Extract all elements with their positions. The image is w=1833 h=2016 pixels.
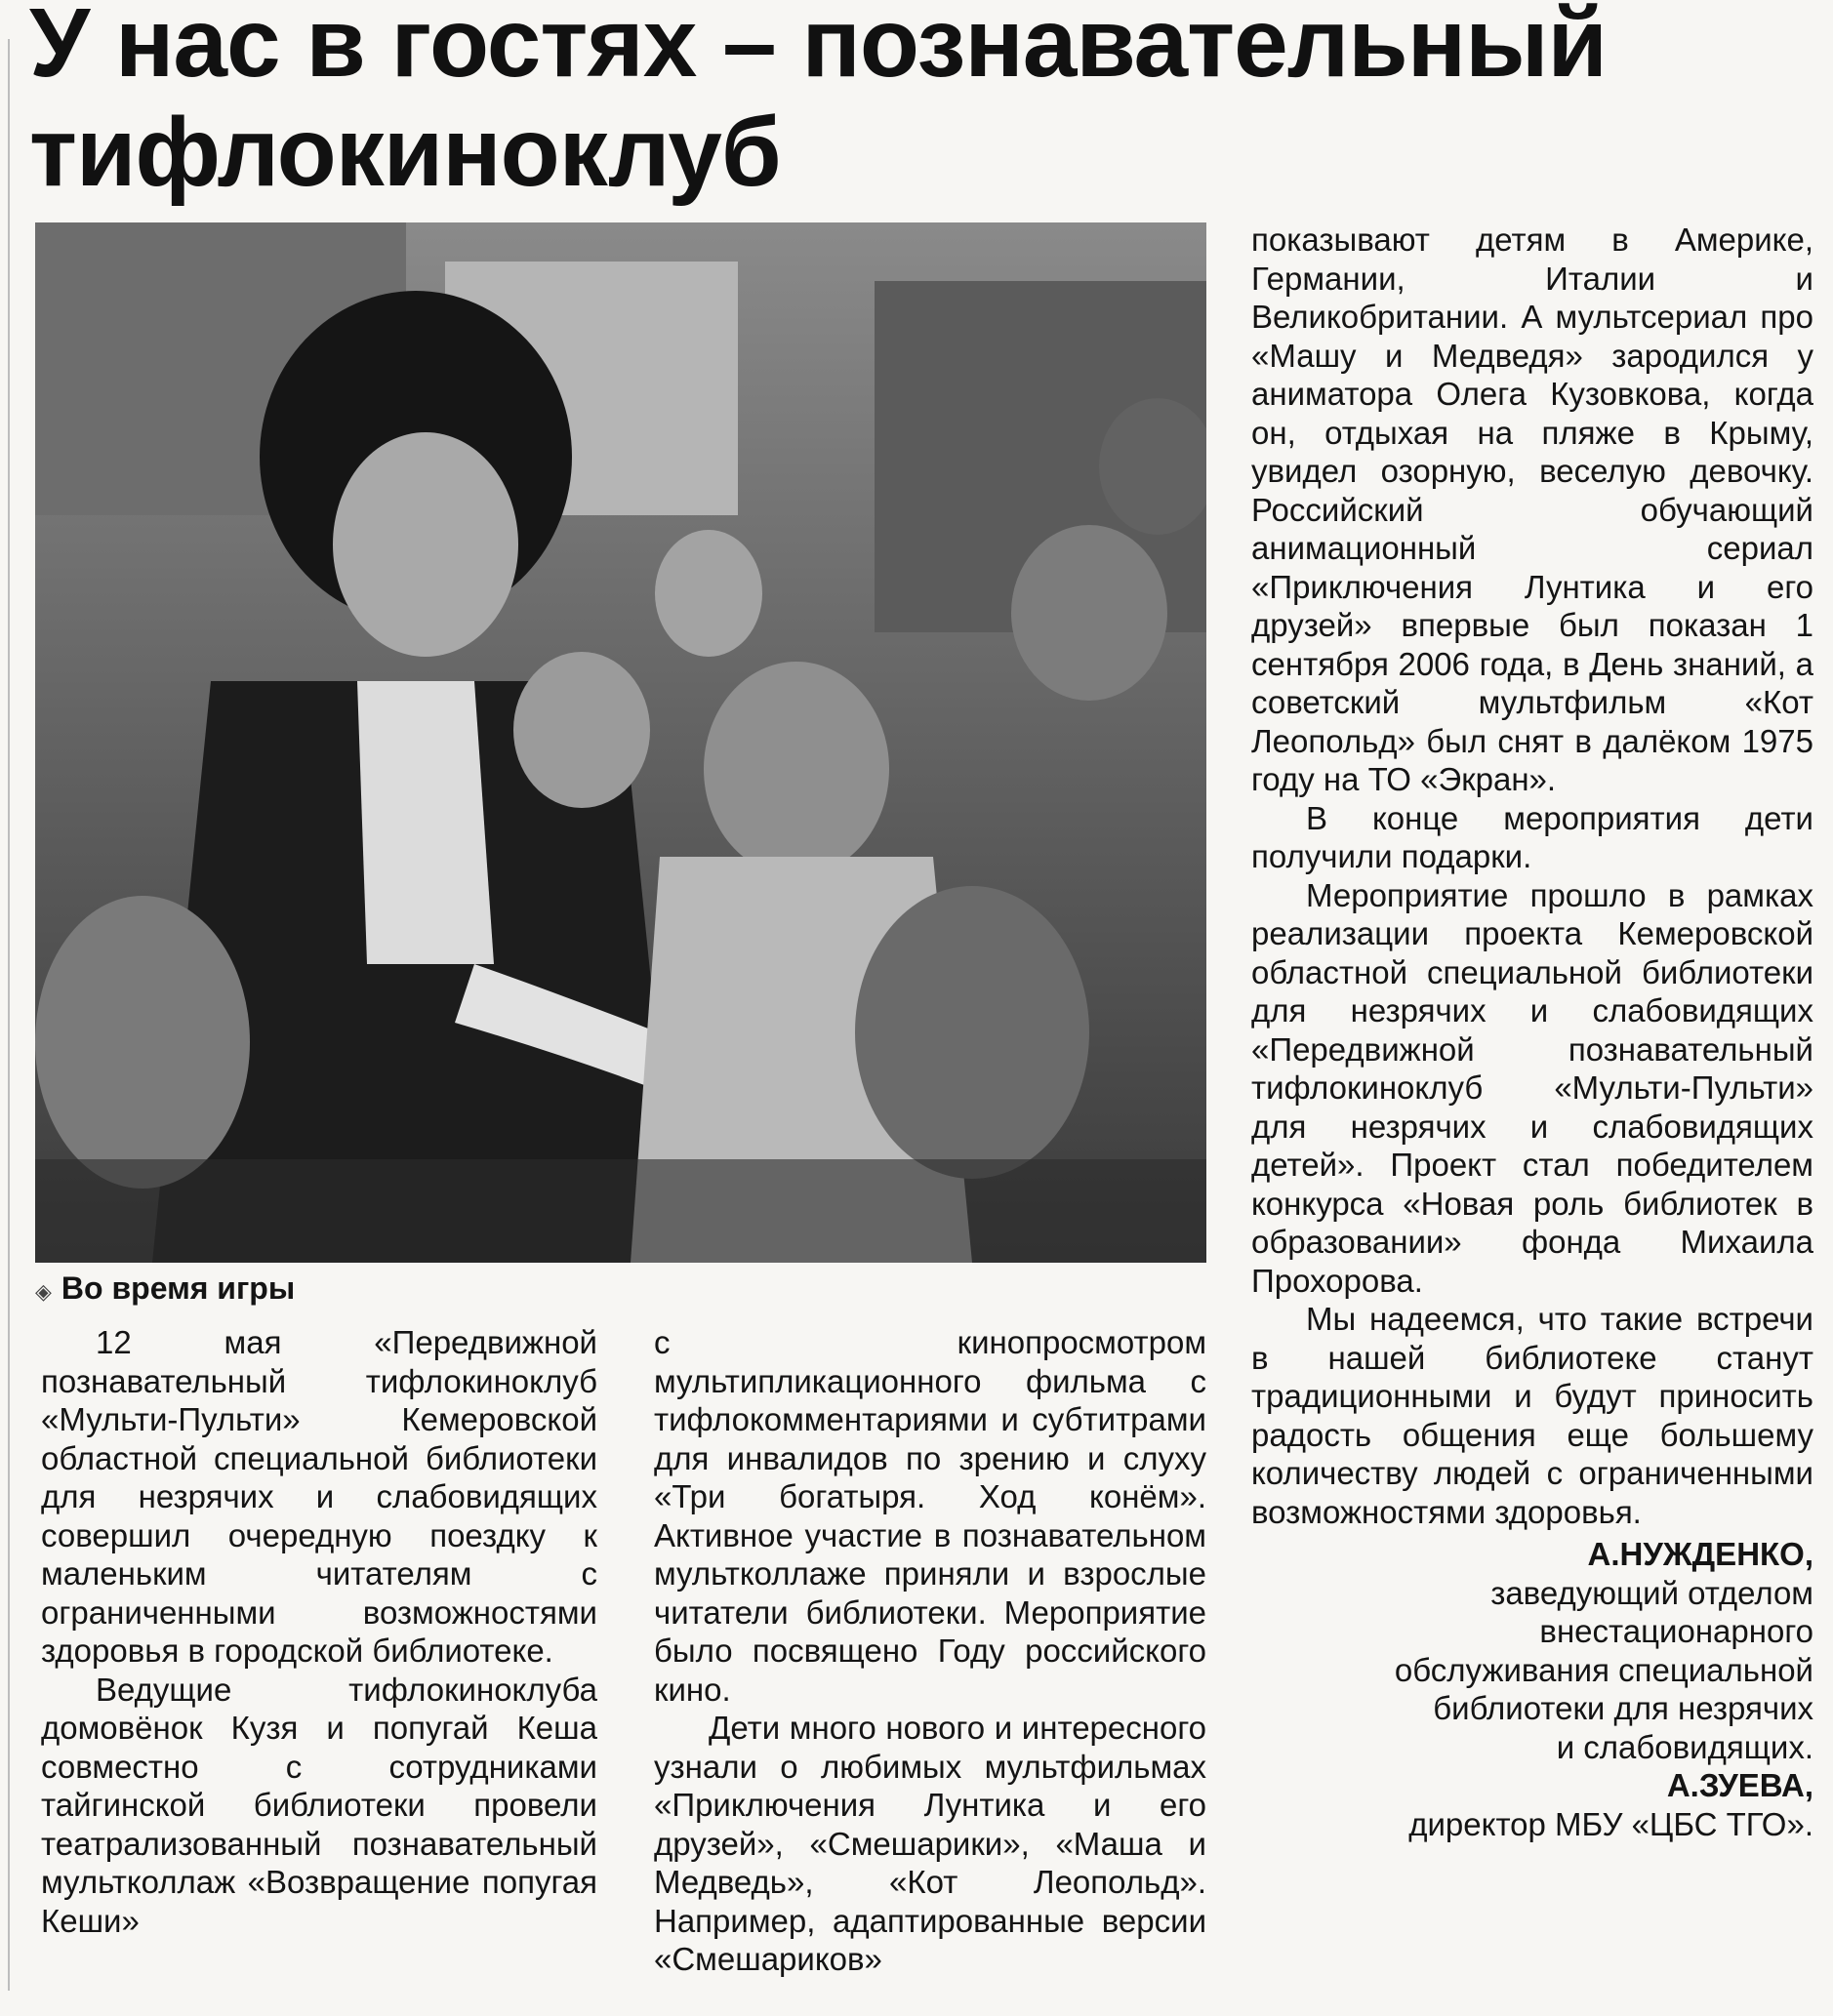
- col3-paragraph-4: Мы надеемся, что такие встречи в нашей библиотеке станут традиционными и будут приносить радость общения еще большему количеству людей с ограниченными возможностями здоровья.: [1251, 1301, 1813, 1530]
- author-2-title: директор МБУ «ЦБС ТГО».: [1408, 1805, 1813, 1842]
- col3-paragraph-1: показывают детям в Америке, Германии, Италии и Великобритании. А мультсериал про «Машу и Медведя» зародился у аниматора Олега Кузовкова, когда он, отдыхая на пляже в Крыму, увидел озорную, веселую девочку. Российский обучающий анимационный сериал «Приключения Лунтика и его друзей» впервые был показан 1 сентября 2006 года, в День знаний, а советский мультфильм «Кот Леопольд» был снят в далёком 1975 году на ТО «Экран».: [1251, 222, 1813, 797]
- author-1-title-line-4: библиотеки для незрячих: [1433, 1690, 1813, 1726]
- col3-paragraph-2: В конце мероприятия дети получили подарки.: [1251, 799, 1813, 874]
- col3-paragraph-3: Мероприятие прошло в рамках реализации проекта Кемеровской областной специальной библиотеки для незрячих и слабовидящих «Передвижной познавательный тифлокиноклуб «Мульти-Пульти» для незрячих и слабовидящих детей». Проект стал победителем конкурса «Новая роль библиотек в образовании» фонда Михаила Прохорова.: [1251, 876, 1813, 1299]
- col2-paragraph-1: с кинопросмотром мультипликационного фильма с тифлокомментариями и субтитрами для инвалидов по зрению и слуху «Три богатыря. Ход конём». Активное участие в познавательном мультколлаже приняли и взрослые читатели библиотеки. Мероприятие было посвящено Году российского кино.: [654, 1324, 1206, 1708]
- photo-caption-text: Во время игры: [61, 1270, 296, 1306]
- article-column-1: [41, 1323, 597, 1940]
- page-margin-rule: [8, 39, 10, 1991]
- article-photo: [35, 222, 1206, 1263]
- author-1-title-line-3: обслуживания специальной: [1394, 1651, 1813, 1688]
- article-signature: [1251, 1535, 1813, 1843]
- author-1-title-line-2: внестационарного: [1539, 1613, 1813, 1649]
- author-2-name: А.ЗУЕВА,: [1666, 1767, 1813, 1803]
- article-column-3: [1251, 221, 1813, 1843]
- photo-illustration: [35, 222, 1206, 1263]
- col1-paragraph-1: 12 мая «Передвижной познавательный тифлокиноклуб «Мульти-Пульти» Кемеровской областной специальной библиотеки для незрячих и слабовидящих совершил очередную поездку к маленьким читателям с ограниченными возможностями здоровья в городской библиотеке.: [41, 1324, 597, 1669]
- photo-caption: [35, 1269, 1206, 1308]
- author-1-name: А.НУЖДЕНКО,: [1587, 1536, 1813, 1572]
- caption-bullet-icon: ◈: [35, 1279, 52, 1304]
- author-1-title-line-5: и слабовидящих.: [1556, 1728, 1813, 1765]
- author-1-title-line-1: заведующий отделом: [1490, 1574, 1813, 1611]
- col1-paragraph-2: Ведущие тифлокиноклуба домовёнок Кузя и попугай Кеша совместно с сотрудниками тайгинской библиотеки провели театрализованный познавательный мультколлаж «Возвращение попугая Кеши»: [41, 1671, 597, 1939]
- col2-paragraph-2: Дети много нового и интересного узнали о любимых мультфильмах «Приключения Лунтика и его друзей», «Смешарики», «Маша и Медведь», «Кот Леопольд». Например, адаптированные версии «Смешариков»: [654, 1710, 1206, 1977]
- article-column-2: [654, 1323, 1206, 1979]
- article-headline: У нас в гостях – познавательный тифлокиноклуб: [29, 0, 1608, 207]
